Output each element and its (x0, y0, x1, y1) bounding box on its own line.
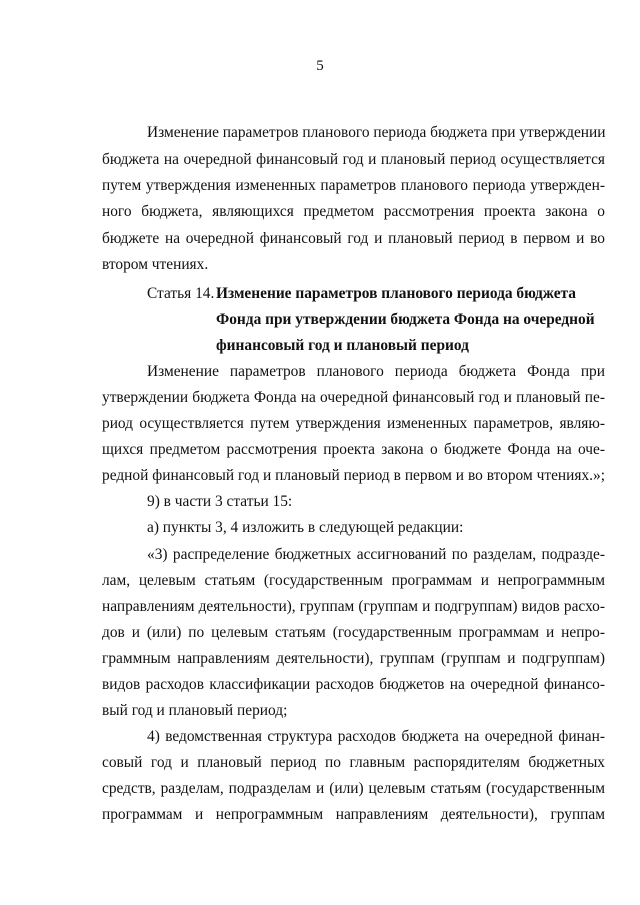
page-number: 5 (316, 58, 324, 74)
paragraph-line: ного бюджета, являющихся предметом рассмотрения проекта закона о (102, 203, 605, 220)
paragraph-line: бюджета на очередной финансовый год и плановый период осуществляется (102, 151, 605, 168)
paragraph-line: втором чтениях. (102, 256, 209, 273)
paragraph-line: бюджете на очередной финансовый год и плановый период в первом и во (102, 230, 605, 247)
item-9: 9) в части 3 статьи 15: (147, 493, 293, 510)
paragraph-line: редной финансовый год и плановый период в первом и во втором чтениях.»; (102, 467, 605, 484)
paragraph-line: дов и (или) по целевым статьям (государственным программам и непро- (102, 624, 605, 641)
article-number: Статья 14. (147, 285, 215, 302)
paragraph-line: средств, разделам, подразделам и (или) целевым статьям (государственным (102, 780, 605, 797)
item-a: а) пункты 3, 4 изложить в следующей редакции: (147, 519, 464, 536)
paragraph-line: вый год и плановый период; (102, 702, 288, 719)
paragraph-line: граммным направлениям деятельности), группам (группам и подгруппам) (102, 650, 605, 667)
article-title-line: Фонда при утверждении бюджета Фонда на очередной (216, 311, 595, 328)
paragraph-line: путем утверждения измененных параметров планового периода утвержден- (102, 177, 605, 194)
paragraph-line: лам, целевым статьям (государственным программам и непрограммным (102, 572, 605, 589)
paragraph-line: Изменение параметров планового периода бюджета при утверждении (147, 124, 606, 141)
paragraph-line: «3) распределение бюджетных ассигнований по разделам, подразде- (147, 546, 605, 563)
article-title-line: Изменение параметров планового периода бюджета (216, 285, 577, 302)
paragraph-line: направлениям деятельности), группам (группам и подгруппам) видов расхо- (102, 598, 605, 615)
paragraph-line: 4) ведомственная структура расходов бюджета на очередной финан- (147, 728, 605, 745)
paragraph-line: щихся предметом рассмотрения проекта закона о бюджете Фонда на оче- (102, 441, 605, 458)
paragraph-line: утверждении бюджета Фонда на очередной финансовый год и плановый пе- (102, 389, 605, 406)
paragraph-line: риод осуществляется путем утверждения измененных параметров, являю- (102, 415, 605, 432)
paragraph-line: совый год и плановый период по главным распорядителям бюджетных (102, 754, 605, 771)
article-title-line: финансовый год и плановый период (216, 337, 469, 354)
paragraph-line: программам и непрограммным направлениям деятельности), группам (102, 806, 605, 823)
paragraph-line: Изменение параметров планового периода бюджета Фонда при (147, 363, 605, 380)
paragraph-line: видов расходов классификации расходов бюджетов на очередной финансо- (102, 676, 605, 693)
